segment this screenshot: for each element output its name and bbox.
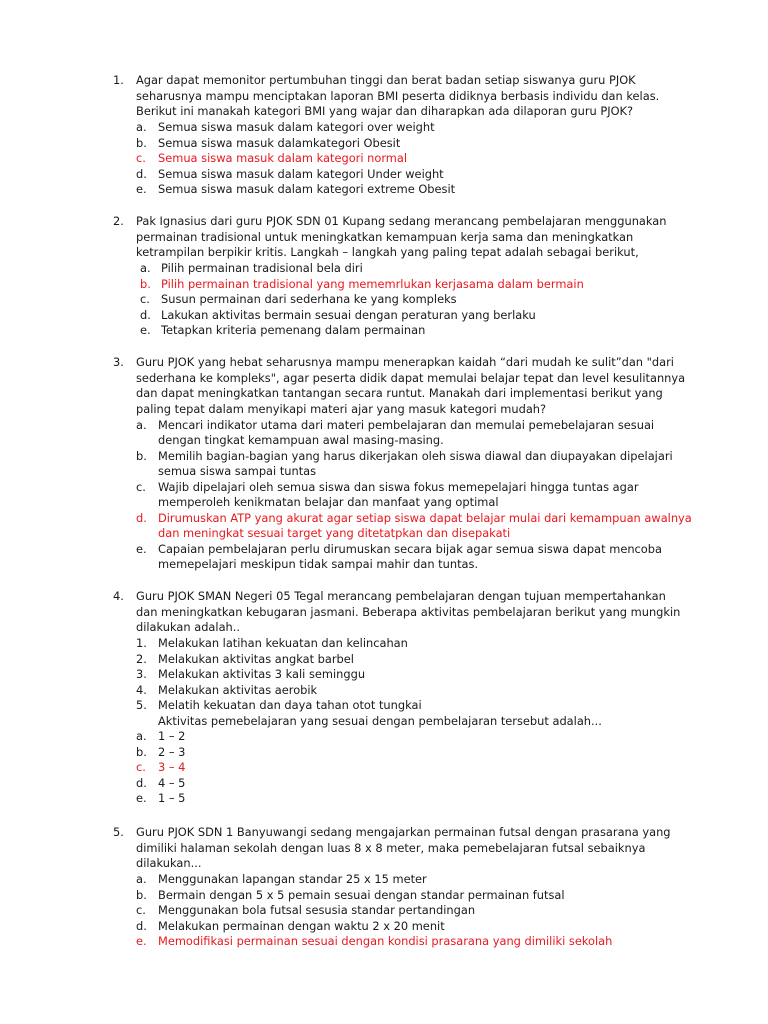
question-text-line: seharusnya mampu menciptakan laporan BMI peserta didiknya berbasis individu dan kelas.: [136, 88, 660, 103]
option-text-line: semua siswa sampai tuntas: [158, 464, 317, 479]
statement-number: 5.: [136, 698, 147, 712]
statement-text: Melakukan aktivitas aerobik: [158, 682, 318, 697]
question-text: [136, 214, 696, 261]
option-text: Pilih permainan tradisional yang mememrlukan kerjasama dalam bermain: [161, 276, 584, 291]
question-number: 4.: [113, 589, 124, 603]
option-text: 4 – 5: [158, 775, 186, 790]
option-letter: c.: [136, 479, 146, 494]
question-text-line: dan dapat meningkatkan tantangan secara runtut. Manakah dari implementasi berikut yang: [136, 386, 663, 401]
question-text-line: Pak Ignasius dari guru PJOK SDN 01 Kupang sedang merancang pembelajaran menggunakan: [136, 214, 667, 228]
option-text: 1 – 2: [158, 729, 186, 743]
question-number: 3.: [113, 355, 124, 369]
option-letter: d.: [140, 307, 151, 322]
option-text: 3 – 4: [158, 760, 186, 774]
question-text: [136, 825, 696, 872]
question-text-line: permainan tradisional untuk meningkatkan kemampuan kerja sama dan meningkatkan: [136, 229, 634, 244]
option-text: Memodifikasi permainan sesuai dengan kondisi prasarana yang dimiliki sekolah: [158, 934, 613, 948]
option-letter: e.: [140, 323, 151, 337]
option-text: Menggunakan bola futsal sesusia standar pertandingan: [158, 903, 476, 917]
option-text-line: dan meningkat sesuai target yang ditetatpkan dan disepakati: [158, 526, 511, 541]
question-text-line: dan meningkatkan kebugaran jasmani. Beberapa aktivitas pembelajaran berikut yang mungkin: [136, 604, 681, 619]
question-text-line: Guru PJOK SMAN Negeri 05 Tegal merancang pembelajaran dengan tujuan mempertahankan: [136, 589, 666, 603]
statement-number: 4.: [136, 682, 147, 697]
option-letter: a.: [136, 417, 147, 432]
question-text-line: paling tepat dalam menyikapi materi ajar yang masuk kategori mudah?: [136, 401, 547, 416]
option-letter: b.: [136, 744, 147, 759]
option-text: [158, 449, 688, 480]
question-text-line: Guru PJOK SDN 1 Banyuwangi sedang mengajarkan permainan futsal dengan prasarana yang: [136, 825, 671, 839]
option-letter: d.: [136, 918, 147, 933]
option-letter: a.: [136, 872, 147, 886]
question-text: [136, 355, 696, 417]
statement-number: 1.: [136, 636, 147, 650]
option-text-line: Capaian pembelajaran perlu dirumuskan secara bijak agar semua siswa dapat mencoba: [158, 541, 662, 556]
option-text: Melakukan permainan dengan waktu 2 x 20 menit: [158, 918, 445, 933]
option-text: Bermain dengan 5 x 5 pemain sesuai dengan standar permainan futsal: [158, 887, 565, 902]
option-text: Lakukan aktivitas bermain sesuai dengan peraturan yang berlaku: [161, 307, 536, 322]
question-text-line: ketrampilan berpikir kritis. Langkah – langkah yang paling tepat adalah sebagai berikut,: [136, 245, 639, 260]
option-text-line: Mencari indikator utama dari materi pembelajaran dan memulai pemebelajaran sesuai: [158, 417, 655, 432]
option-text: Pilih permainan tradisional bela diri: [161, 261, 363, 275]
option-letter: e.: [136, 791, 147, 805]
question-text-line: dilakukan adalah..: [136, 620, 241, 635]
option-letter: b.: [136, 135, 147, 150]
option-text-line: Wajib dipelajari oleh semua siswa dan siswa fokus memepelajari hingga tuntas agar: [158, 479, 639, 494]
option-text-line: Dirumuskan ATP yang akurat agar setiap siswa dapat belajar mulai dari kemampuan awalnya: [158, 510, 692, 525]
question-text: [136, 73, 696, 120]
option-text-line: memepelajari meskipun tidak sampai mahir dan tuntas.: [158, 557, 479, 572]
question-number: 5.: [113, 825, 124, 839]
option-letter: b.: [136, 887, 147, 902]
option-letter: d.: [136, 510, 147, 525]
option-letter: c.: [136, 151, 146, 165]
option-letter: b.: [140, 276, 151, 291]
option-text: [158, 480, 688, 511]
option-letter: d.: [136, 166, 147, 181]
question-text-line: dimiliki halaman sekolah dengan luas 8 x 8 meter, maka pemebelajaran futsal sebaiknya: [136, 840, 646, 855]
option-text: [158, 542, 688, 573]
option-text: 1 – 5: [158, 791, 186, 805]
question-text-line: Guru PJOK yang hebat seharusnya mampu menerapkan kaidah “dari mudah ke sulit”dan "dari: [136, 355, 674, 369]
statement-number: 2.: [136, 651, 147, 666]
option-text: Semua siswa masuk dalamkategori Obesit: [158, 135, 401, 150]
option-text: 2 – 3: [158, 744, 186, 759]
question-text: [136, 589, 696, 636]
option-letter: e.: [136, 182, 147, 196]
option-letter: a.: [136, 729, 147, 743]
question-text-line: Berikut ini manakah kategori BMI yang wajar dan diharapkan ada dilaporan guru PJOK?: [136, 104, 634, 119]
option-text: [158, 510, 692, 542]
option-letter: b.: [136, 448, 147, 463]
option-text: Susun permainan dari sederhana ke yang kompleks: [161, 292, 457, 306]
option-letter: a.: [140, 261, 151, 275]
option-text: Tetapkan kriteria pemenang dalam permainan: [161, 323, 426, 337]
option-text-line: dengan tingkat kemampuan awal masing-masing.: [158, 433, 444, 448]
option-text: Semua siswa masuk dalam kategori extreme Obesit: [158, 182, 456, 196]
option-letter: e.: [136, 934, 147, 948]
question-number: 1.: [113, 73, 124, 87]
question-text-line: sederhana ke kompleks", agar peserta didik dapat memulai belajar tepat dan level kesulitannya: [136, 370, 686, 385]
option-letter: d.: [136, 775, 147, 790]
option-text-line: Memilih bagian-bagian yang harus dikerjakan oleh siswa diawal dan diupayakan dipelajari: [158, 448, 673, 463]
question-number: 2.: [113, 214, 124, 228]
option-text: [158, 418, 688, 449]
statement-text: Melatih kekuatan dan daya tahan otot tungkai: [158, 698, 422, 712]
option-letter: c.: [136, 903, 146, 917]
question-text-line: dilakukan...: [136, 856, 202, 871]
option-text: Semua siswa masuk dalam kategori Under weight: [158, 166, 444, 181]
option-text: Semua siswa masuk dalam kategori over weight: [158, 120, 435, 134]
question-text-line: Agar dapat memonitor pertumbuhan tinggi dan berat badan setiap siswanya guru PJOK: [136, 73, 636, 87]
statement-number: 3.: [136, 667, 147, 681]
statement-text: Melakukan latihan kekuatan dan kelincahan: [158, 636, 408, 650]
option-text: Semua siswa masuk dalam kategori normal: [158, 151, 408, 165]
prompt-text: Aktivitas pemebelajaran yang sesuai dengan pembelajaran tersebut adalah...: [158, 713, 602, 728]
statement-text: Melakukan aktivitas angkat barbel: [158, 651, 354, 666]
option-letter: a.: [136, 120, 147, 134]
option-letter: e.: [136, 541, 147, 556]
option-text: Menggunakan lapangan standar 25 x 15 meter: [158, 872, 427, 886]
statement-text: Melakukan aktivitas 3 kali seminggu: [158, 667, 366, 681]
option-text-line: memperoleh kenikmatan belajar dan manfaat yang optimal: [158, 495, 499, 510]
option-letter: c.: [140, 292, 150, 306]
option-letter: c.: [136, 760, 146, 774]
